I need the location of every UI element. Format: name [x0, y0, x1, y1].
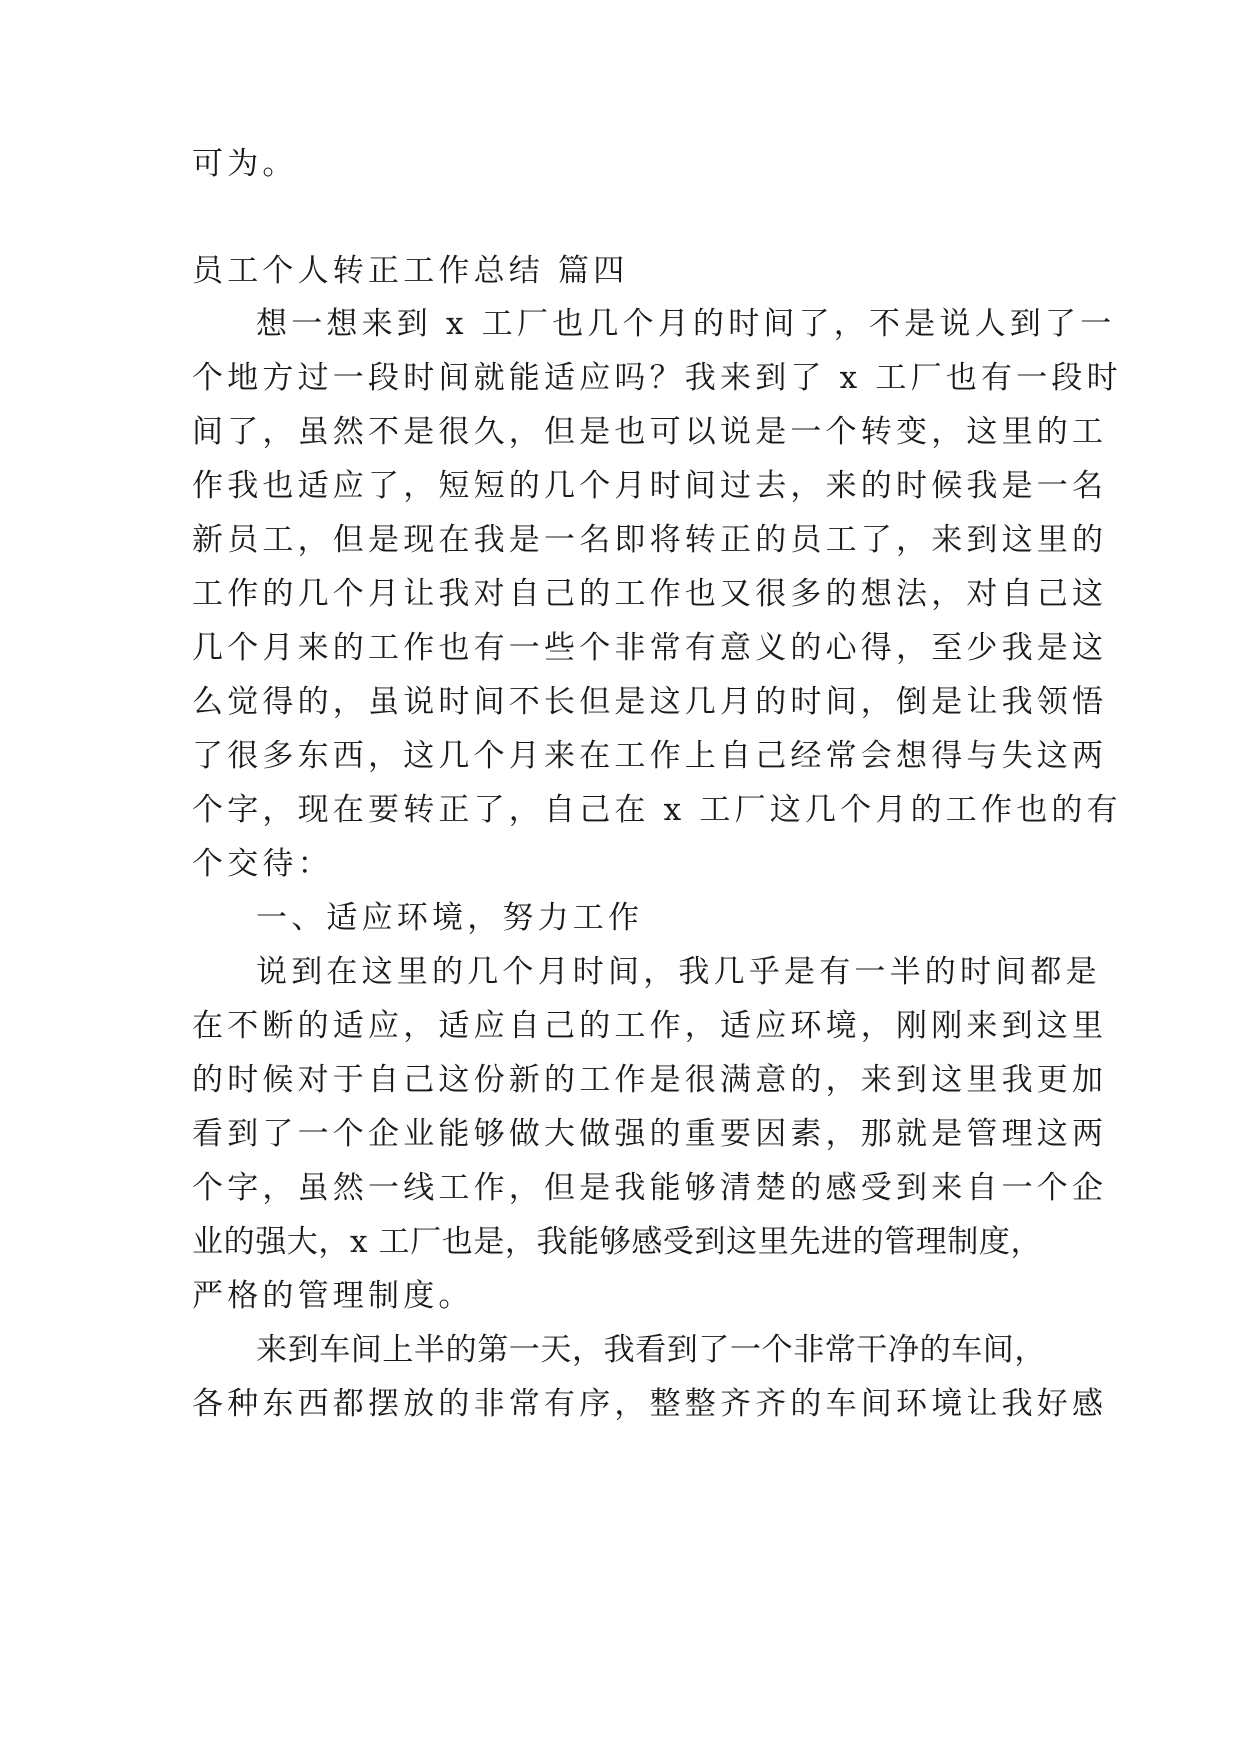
paragraph-line: 在不断的适应，适应自己的工作，适应环境，刚刚来到这里 [192, 1008, 1108, 1044]
paragraph-line: 工作的几个月让我对自己的工作也又很多的想法，对自己这 [192, 576, 1108, 612]
paragraph-line: 个交待： [192, 846, 333, 882]
paragraph-line: 想一想来到 x 工厂也几个月的时间了，不是说人到了一 [256, 306, 1116, 342]
paragraph-line: 个字，现在要转正了，自己在 x 工厂这几个月的工作也的有 [192, 792, 1122, 828]
paragraph-line: 看到了一个企业能够做大做强的重要因素，那就是管理这两 [192, 1116, 1108, 1152]
document-page [192, 0, 1122, 1754]
paragraph-line: 各种东西都摆放的非常有序，整整齐齐的车间环境让我好感 [192, 1386, 1108, 1422]
section-title: 员工个人转正工作总结 篇四 [192, 253, 629, 289]
intro-line: 可为。 [192, 146, 298, 182]
paragraph-line: 的时候对于自己这份新的工作是很满意的，来到这里我更加 [192, 1062, 1108, 1098]
paragraph-line: 说到在这里的几个月时间，我几乎是有一半的时间都是 [256, 954, 1101, 990]
paragraph-line: 么觉得的，虽说时间不长但是这几月的时间，倒是让我领悟 [192, 684, 1108, 720]
paragraph-line: 作我也适应了，短短的几个月时间过去，来的时候我是一名 [192, 468, 1108, 504]
heading-1: 一、适应环境，努力工作 [256, 900, 644, 936]
paragraph-line: 个地方过一段时间就能适应吗？我来到了 x 工厂也有一段时 [192, 360, 1122, 396]
paragraph-line: 新员工，但是现在我是一名即将转正的员工了，来到这里的 [192, 522, 1108, 558]
paragraph-line: 业的强大，x 工厂也是，我能够感受到这里先进的管理制度， [192, 1224, 1043, 1260]
paragraph-line: 几个月来的工作也有一些个非常有意义的心得，至少我是这 [192, 630, 1108, 666]
paragraph-line: 个字，虽然一线工作，但是我能够清楚的感受到来自一个企 [192, 1170, 1108, 1206]
paragraph-line: 严格的管理制度。 [192, 1278, 474, 1314]
paragraph-line: 来到车间上半的第一天，我看到了一个非常干净的车间， [256, 1332, 1046, 1368]
paragraph-line: 间了，虽然不是很久，但是也可以说是一个转变，这里的工 [192, 414, 1108, 450]
paragraph-line: 了很多东西，这几个月来在工作上自己经常会想得与失这两 [192, 738, 1108, 774]
